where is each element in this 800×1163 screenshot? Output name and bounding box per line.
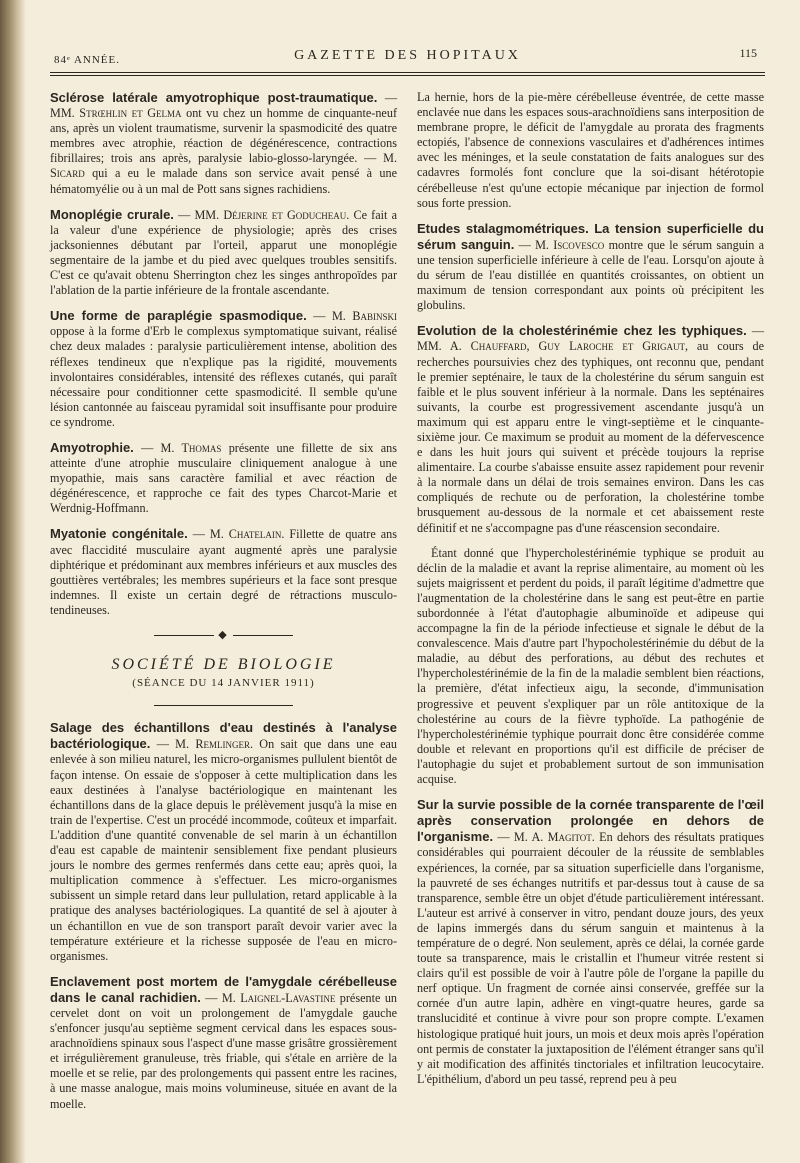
newspaper-page — [50, 40, 765, 1150]
article-authors: MM. Strœhlin et Gelma — [50, 106, 182, 121]
article-paraplegie: Une forme de paraplégie spasmodique. — M. Babinski oppose à la forme d'Erb le complexus symptomatique suivant, réalisé chez deux malades : paralysie particulièrement intense, abolition des réflexes tendineux que n'explique pas la rigidité, mouvements involontaires considérables, intensité des réflexes cutanés, qui paraît nécessaire pour conditionner cette spasmodicité. Il semble qu'une lésion cantonnée au faisceau pyramidal soit insuffisante pour produire ce syndrome. — [50, 308, 398, 429]
article-myatonie: Myatonie congénitale. — M. Chatelain. Fillette de quatre ans avec flaccidité musculaire ayant augmenté après une paralysie diphtérique et prédominant aux membres inférieurs et aux muscles des gouttières vertébrales; les membres supérieurs et la face sont presque indemnes. Il existe un certain degré de rétractions musculo-tendineuses. — [50, 526, 397, 617]
article-body: . Fillette de quatre ans avec flaccidité musculaire ayant augmenté après une paralysie diphtérique et prédominant aux membres inférieurs et aux muscles des gouttières vertébrales; les membres supérieurs et la face sont presque indemnes. Il existe un certain degré de rétractions musculo-tendineuses. — [50, 527, 397, 617]
article-authors: M. Chatelain — [209, 527, 282, 542]
year-label: 84ᵉ ANNÉE. — [54, 54, 120, 66]
article-enclavement: Enclavement post mortem de l'amygdale cérébelleuse dans le canal rachidien. — M. Laignel-Lavastine présente un cervelet dont on voit un prolongement de l'amygdale gauche s'enfoncer jusqu'au septième segment cervical dans les espaces sous-arachnoïdiens spinaux sous l'aspect d'une masse grisâtre grossièrement et irrégulièrement granuleuse, très friable, qui s'étale en arrière de la moelle et se relie, par des prolongements qui passent entre les racines, à une masse analogue, mais moins volumineuse, située en avant de la moelle. — [50, 973, 398, 1111]
article-cholest-cont — [417, 546, 764, 788]
article-authors: M. Thomas — [160, 440, 222, 455]
article-authors: MM. Déjerine et Goducheau — [194, 207, 347, 222]
article-body: présente un cervelet dont on voit un prolongement de l'amygdale gauche s'enfoncer jusqu'au septième segment cervical dans les espaces sous-arachnoïdiens spinaux sous l'aspect d'une masse grisâtre grossièrement et irrégulièrement granuleuse, très friable, qui s'étale en arrière de la moelle et se relie, par des prolongements qui passent entre les racines, à une masse analogue, mais moins volumineuse, située en avant de la moelle. — [50, 990, 398, 1111]
article-stalag: Etudes stalagmométriques. La tension superficielle du sérum sanguin. — M. Iscovesco montre que le sérum sanguin a une tension superficielle inférieure à celle de l'eau. Lorsqu'on ajoute à du sérum de l'eau distillée en quantités croissantes, on obtient un maximum de tension correspondant aux points où précipitent les globulins. — [417, 220, 764, 313]
article-body: , au cours de recherches poursuivies chez des typhiques, ont reconnu que, pendant le premier septénaire, le taux de la cholestérine du sérum sanguin est faible et le plus souvent inférieur à la normale. Dans les septénaires suivants, la courbe est progressivement ascendante jusqu'à un maximum qui est apparu entre le vingt-septième et le cinquante-sixième jour. Ce maximum se produit au moment de la défervescence e dans les huit jours qui suivent et précède toujours la reprise alimentaire. La courbe s'abaisse ensuite assez rapidement pour revenir à la normale dans un délai de trois semaines environ. Dans les cas compliqués de rechute ou de perforation, la cholestérine tombe brusquement au-dessous de la normale et cet abaissement reste définitif et ne s'accompagne pas d'une réascension secondaire. — [417, 339, 764, 535]
article-title: Monoplégie crurale. — [50, 206, 174, 222]
article-body: ont vu chez un homme de cinquante-neuf ans, après un violent traumatisme, survenir la spasmodicité des quatre membres avec atrophie, réaction de dégénérescence, contractions fibrillaires; trois ans après, paralysie labio-glosso-laryngée. — M. — [50, 106, 397, 166]
article-title: Etudes stalagmométriques. La tension superficielle du sérum sanguin. — [417, 220, 764, 252]
left-column — [50, 90, 397, 1122]
article-body: La hernie, hors de la pie-mère cérébelleuse éventrée, de cette masse enclavée nue dans les espaces sous-arachnoïdiens sans interposition de membrane propre, le déficit de l'amygdale au prorata des fragments ectopiés, l'absence de connexions vasculaires et d'adhérences intimes avec les méninges, et la seule constatation de faits analogues sur des cadavres formolés font conclure que la soi-disant hétérotopie cérébelleuse n'est qu'une ectopie mécanique par injection de formol sous forte pression. — [417, 90, 764, 210]
article-authors: M. Iscovesco — [535, 237, 605, 252]
article-title: Amyotrophie. — [50, 439, 134, 455]
article-authors: M. Babinski — [331, 309, 398, 324]
article-authors: M. Laignel-Lavastine — [221, 990, 336, 1005]
article-body: . Ce fait a la valeur d'une expérience de physiologie; après des crises jacksoniennes débutant par l'orteil, apparut une monoplégie segmentaire de la jambe et du pied avec quelques troubles sensitifs. C'est ce qu'avait obtenu Sherrington chez les singes anthropoïdes par l'ablation de la partie inférieure de la frontale ascendante. — [50, 207, 397, 298]
article-title: Evolution de la cholestérinémie chez les typhiques. — [417, 323, 747, 339]
article-body: montre que le sérum sanguin a une tension superficielle inférieure à celle de l'eau. Lorsqu'on ajoute à du sérum de l'eau distillée en quantités croissantes, on obtient un maximum de tension correspondant aux points où précipitent les globulins. — [417, 237, 764, 313]
article-cholest: Evolution de la cholestérinémie chez les typhiques. — MM. A. Chauffard, Guy Laroche et Grigaut, au cours de recherches poursuivies chez des typhiques, ont reconnu que, pendant le premier septénaire, le taux de la cholestérine du sérum sanguin est faible et le plus souvent inférieur à la normale. Dans les septénaires suivants, la courbe est progressivement ascendante jusqu'à un maximum qui est apparu entre le vingt-septième et le cinquante-sixième jour. Ce maximum se produit au moment de la défervescence e dans les huit jours qui suivent et précède toujours la reprise alimentaire. La courbe s'abaisse ensuite assez rapidement pour revenir à la normale dans un délai de trois semaines environ. Dans les cas compliqués de rechute ou de perforation, la cholestérine tombe brusquement au-dessous de la normale et cet abaissement reste définitif et ne s'accompagne pas d'une réascension secondaire. — [417, 323, 764, 535]
article-body: présente une fillette de six ans atteinte d'une atrophie musculaire cliniquement analogue à une myopathie, mais sans caractère familial et avec réaction de dégénérescence, et rapproche ce fait des types Charcot-Marie et Werdnig-Hoffmann. — [50, 440, 398, 516]
article-title: Salage des échantillons d'eau destinés à l'analyse bactériologique. — [50, 720, 397, 752]
article-authors-2: Sicard — [50, 166, 85, 181]
article-authors: M. Remlinger — [175, 737, 250, 752]
columns — [50, 90, 765, 1122]
article-salage: Salage des échantillons d'eau destinés à l'analyse bactériologique. — M. Remlinger. On sait que dans une eau enlevée à son milieu naturel, les micro-organismes pullulent bientôt de façon intense. On essaie de s'opposer à cette multiplication dans les eaux destinées à l'analyse bactériologique en maintenant les échantillons dans de la glace depuis le prélèvement jusqu'à la mise en train de l'expertise. C'est un procédé incommode, coûteux et imparfait. L'addition d'une quantité convenable de sel marin à un échantillon d'eau est capable de maintenir sensiblement fixe pendant plusieurs jours le nombre des germes renfermés dans cette eau; après quoi, la multiplication commence à s'effectuer. Les micro-organismes subissent un simple retard dans leur pullulation, retard applicable à la pratique des analyses bactériologiques. La quantité de sel à ajouter à un échantillon en vue de son transport paraît devoir varier avec la température extérieure et la richesse supposée de l'eau en micro-organismes. — [50, 720, 397, 963]
journal-title: GAZETTE DES HOPITAUX — [294, 48, 521, 63]
header-rule — [50, 72, 765, 73]
article-authors: MM. A. Chauffard, Guy Laroche et Grigaut — [417, 339, 686, 354]
section-ornament: ◆ — [50, 628, 397, 643]
article-hernie — [417, 90, 764, 211]
header-rule-2 — [50, 75, 765, 76]
running-header — [50, 40, 765, 66]
article-body: . On sait que dans une eau enlevée à son milieu naturel, les micro-organismes pullulent bientôt de façon intense. On essaie de s'opposer à cette multiplication dans les eaux destinées à l'analyse bactériologique en maintenant les échantillons dans de la glace depuis le prélèvement jusqu'à la mise en train de l'expertise. C'est un procédé incommode, coûteux et imparfait. L'addition d'une quantité convenable de sel marin à un échantillon d'eau est capable de maintenir sensiblement fixe pendant plusieurs jours le nombre des germes renfermés dans cette eau; après quoi, la multiplication commence à s'effectuer. Les micro-organismes subissent un simple retard dans leur pullulation, retard applicable à la pratique des analyses bactériologiques. La quantité de sel à ajouter à un échantillon en vue de son transport paraît devoir varier avec la température extérieure et la richesse supposée de l'eau en micro-organismes. — [50, 737, 397, 963]
article-body-2: Étant donné que l'hypercholestérinémie typhique se produit au déclin de la maladie et avant la reprise alimentaire, au moment où les sujets maigrissent et perdent du poids, il paraît légitime d'admettre que l'augmentation de la cholestérine dans le sang est peut-être en partie subordonnée à l'état d'autophagie albuminoïde et adipeuse qui accompagne la fin de la période infectieuse et signale le début de la convalescence. Mais d'autre part l'hypocholestérinémie du début de la maladie, au début des perforations, au début des rechutes et l'hypercholestérinémie de la fin de la maladie semblent bien réactions, la première, d'état infectieux aigu, la seconde, d'immunisation progressive et peuvent s'expliquer par un rôle antitoxique de la cholestérine au cours de la fièvre typhoïde. La pathogénie de l'hypercholestérinémie typhique pourrait donc être considérée comme double et relevant en proportions qu'il est difficile de préciser de l'autophagie du sujet et probablement surtout de son immunisation acquise. — [417, 545, 764, 787]
article-sclerose: Sclérose latérale amyotrophique post-traumatique. — MM. Strœhlin et Gelma ont vu chez un homme de cinquante-neuf ans, après un violent traumatisme, survenir la spasmodicité des quatre membres avec atrophie, réaction de dégénérescence, contractions fibrillaires; trois ans après, paralysie labio-glosso-laryngée. — M. Sicard qui a eu le malade dans son service avait pensé à une hématomyélie ou à un mal de Pott sans signes rachidiens. — [50, 90, 398, 196]
section-heading: SOCIÉTÉ DE BIOLOGIE — [111, 656, 336, 674]
article-title: Enclavement post mortem de l'amygdale cérébelleuse dans le canal rachidien. — [50, 973, 397, 1005]
article-body-2: qui a eu le malade dans son service avait pensé à une hématomyélie ou à un mal de Pott sans signes rachidiens. — [50, 166, 397, 196]
article-authors: M. A. Magitot — [513, 830, 592, 845]
article-monoplegie: Monoplégie crurale. — MM. Déjerine et Goducheau. Ce fait a la valeur d'une expérience de physiologie; après des crises jacksoniennes débutant par l'orteil, apparut une monoplégie segmentaire de la jambe et du pied avec quelques troubles sensitifs. C'est ce qu'avait obtenu Sherrington chez les singes anthropoïdes par l'ablation de la partie inférieure de la frontale ascendante. — [50, 206, 397, 298]
article-title: Sur la survie possible de la cornée transparente de l'œil après conservation prolongée en dehors de l'organisme. — [417, 797, 764, 845]
book-binding — [0, 0, 26, 1163]
section-rule — [154, 705, 293, 706]
article-title: Myatonie congénitale. — [50, 526, 188, 542]
article-body: . En dehors des résultats pratiques considérables qui pourraient découler de la réussite de semblables expériences, la cornée, par sa situation superficielle dans l'organisme, la pauvreté de ses échanges nutritifs et par-dessus tout à cause de sa transparence, semble être un objet d'étude particulièrement intéressant. L'auteur est arrivé à conserver in vitro, pendant douze jours, des yeux de lapins immergés dans du sérum sanguin et maintenus à la température de o degré. Non seulement, après ce délai, la cornée garde toute sa transparence, mais le cristallin et l'humeur vitrée restent si clairs qu'il est possible de voir à l'autre pôle de l'organe la papille du nerf optique. Un fragment de cornée ainsi conservée, greffée sur la cornée d'un autre lapin, adhère en vingt-quatre heures, garde sa translucidité et continue à vivre pour son propre compte. L'examen histologique pratiqué huit jours, un mois et deux mois après l'opération ont permis de constater la juxtaposition de l'élément étranger sans qu'il y ait modification des affinités tinctoriales et infiltration leucocytaire. L'épithélium, d'abord un peu tassé, reprend peu à peu — [417, 830, 764, 1086]
page-number: 115 — [739, 46, 757, 60]
article-body: oppose à la forme d'Erb le complexus symptomatique suivant, réalisé chez deux malades : paralysie particulièrement intense, abolition des réflexes tendineux que n'explique pas la rigidité, mouvements involontaires considérables, intensité des réflexes cutanés, qui paraît nécessaire pour conditionner cette spasmodicité. Il semble qu'une lésion cantonnée au faisceau pyramidal soit insuffisante pour produire ce syndrome. — [50, 324, 397, 429]
right-column — [417, 90, 764, 1122]
article-cornee: Sur la survie possible de la cornée transparente de l'œil après conservation prolongée en dehors de l'organisme. — M. A. Magitot. En dehors des résultats pratiques considérables qui pourraient découler de la réussite de semblables expériences, la cornée, par sa situation superficielle dans l'organisme, la pauvreté de ses échanges nutritifs et par-dessus tout à cause de sa transparence, semble être un objet d'étude particulièrement intéressant. L'auteur est arrivé à conserver in vitro, pendant douze jours, des yeux de lapins immergés dans du sérum sanguin et maintenus à la température de o degré. Non seulement, après ce délai, la cornée garde toute sa transparence, mais le cristallin et l'humeur vitrée restent si clairs qu'il est possible de voir à l'autre pôle de l'organe la papille du nerf optique. Un fragment de cornée ainsi conservée, greffée sur la cornée d'un autre lapin, adhère en vingt-quatre heures, garde sa translucidité et continue à vivre pour son propre compte. L'examen histologique pratiqué huit jours, un mois et deux mois après l'opération ont permis de constater la juxtaposition de l'élément étranger sans qu'il y ait modification des affinités tinctoriales et infiltration leucocytaire. L'épithélium, d'abord un peu tassé, reprend peu à peu — [417, 797, 764, 1086]
article-title: Sclérose latérale amyotrophique post-traumatique. — [50, 90, 378, 105]
article-title: Une forme de paraplégie spasmodique. — [50, 308, 307, 324]
article-amyotrophie: Amyotrophie. — M. Thomas présente une fillette de six ans atteinte d'une atrophie musculaire cliniquement analogue à une myopathie, mais sans caractère familial et avec réaction de dégénérescence, et rapproche ce fait des types Charcot-Marie et Werdnig-Hoffmann. — [50, 439, 398, 516]
session-date: (SÉANCE DU 14 JANVIER 1911) — [132, 677, 315, 690]
